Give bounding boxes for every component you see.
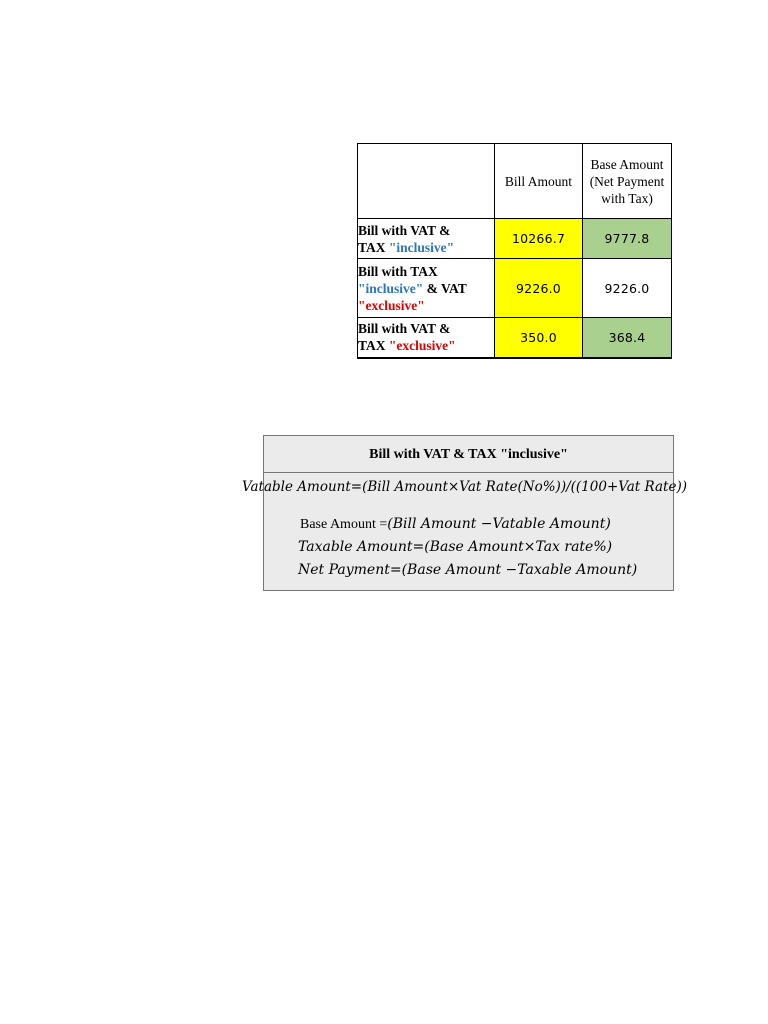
row-label bbox=[358, 318, 495, 358]
formula-box bbox=[242, 435, 687, 591]
base-amount-formula bbox=[300, 516, 611, 533]
row-label-part: Bill with VAT & bbox=[358, 222, 451, 238]
net-payment-formula bbox=[298, 562, 637, 578]
exclusive-keyword: "exclusive" bbox=[358, 297, 425, 313]
header-base-amount bbox=[583, 144, 672, 219]
bill-amount-cell: 350.0 bbox=[495, 318, 583, 358]
formula-text: Vatable Amount=(Bill Amount×Vat Rate(No%))/((100+Vat Rate)) bbox=[242, 479, 687, 495]
header-base-line1: Base Amount bbox=[590, 156, 664, 172]
row-label-part: TAX bbox=[358, 338, 389, 354]
exclusive-keyword: "exclusive" bbox=[388, 338, 456, 354]
bill-amount-cell: 9226.0 bbox=[495, 259, 583, 318]
table-header-row bbox=[358, 144, 672, 219]
row-label-part: Bill with TAX bbox=[358, 263, 438, 279]
header-base-line2: (Net Payment bbox=[589, 173, 665, 189]
formula-text: (Bill Amount −Vatable Amount) bbox=[387, 516, 611, 532]
base-amount-cell: 368.4 bbox=[583, 318, 672, 358]
row-label bbox=[358, 219, 495, 259]
bill-comparison-table bbox=[357, 143, 672, 359]
row-label-part: TAX bbox=[358, 239, 389, 255]
row-label-part: & VAT bbox=[423, 280, 467, 296]
table-row bbox=[358, 259, 672, 318]
bill-amount-cell: 10266.7 bbox=[495, 219, 583, 259]
table-row bbox=[358, 219, 672, 259]
formula-text: Taxable Amount=(Base Amount×Tax rate%) bbox=[298, 539, 613, 555]
formula-title: Bill with VAT & TAX "inclusive" bbox=[264, 436, 673, 473]
vatable-amount-formula bbox=[242, 479, 687, 495]
taxable-amount-formula bbox=[298, 539, 612, 555]
base-amount-cell: 9777.8 bbox=[583, 219, 672, 259]
inclusive-keyword: "inclusive" bbox=[388, 239, 455, 255]
header-base-line3: with Tax) bbox=[601, 190, 653, 206]
header-bill-amount: Bill Amount bbox=[495, 144, 583, 219]
row-label-part: Bill with VAT & bbox=[358, 321, 451, 337]
formula-text: Net Payment=(Base Amount −Taxable Amount) bbox=[298, 562, 638, 578]
table-row bbox=[358, 318, 672, 358]
base-amount-cell: 9226.0 bbox=[583, 259, 672, 318]
inclusive-keyword: "inclusive" bbox=[358, 280, 424, 296]
row-label bbox=[358, 259, 495, 318]
formula-prefix: Base Amount = bbox=[300, 517, 388, 532]
header-blank-cell bbox=[358, 144, 495, 219]
